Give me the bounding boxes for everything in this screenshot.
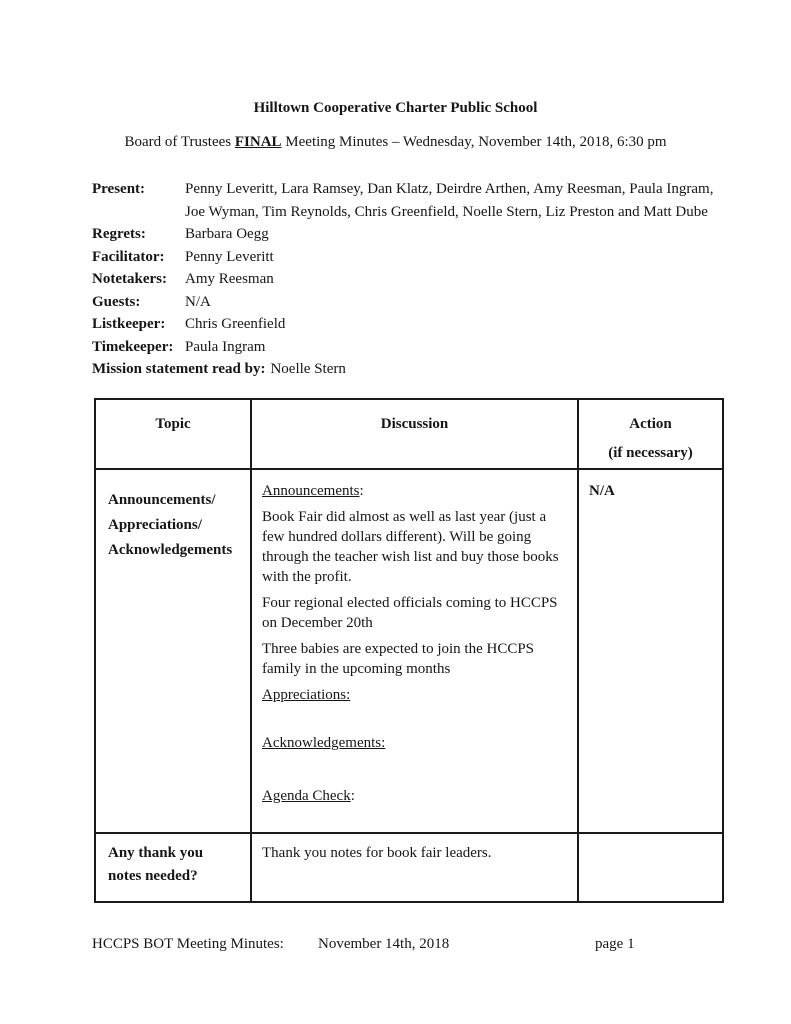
info-row-mission-statement	[92, 358, 714, 381]
info-value: Penny Leveritt	[185, 248, 274, 265]
info-label: Listkeeper:	[92, 316, 166, 332]
info-row-present	[92, 178, 714, 223]
info-value: Chris Greenfield	[185, 316, 286, 332]
info-value: Paula Ingram	[185, 338, 266, 355]
discussion-heading-agenda-check	[262, 786, 569, 806]
heading-colon: :	[359, 483, 364, 499]
info-label: Present:	[92, 181, 146, 197]
info-value: Amy Reesman	[185, 271, 274, 287]
info-label: Facilitator:	[92, 248, 165, 265]
info-row-timekeeper	[92, 336, 714, 359]
column-header-discussion	[251, 399, 578, 469]
info-value: Noelle Stern	[270, 361, 346, 377]
column-header-action-label: Action	[629, 416, 672, 432]
info-label: Regrets:	[92, 226, 146, 242]
heading-text: Appreciations:	[262, 687, 351, 703]
topic-line: Acknowledgements	[108, 542, 233, 558]
info-row-listkeeper	[92, 313, 714, 336]
minutes-table	[94, 398, 724, 903]
topic-line: Appreciations/	[108, 517, 202, 533]
info-label: Mission statement read by:	[92, 361, 266, 377]
discussion-paragraph: Book Fair did almost as well as last year (just a few hundred dollars different). Will be going through the teacher wish list and buy those books with the profit.	[262, 509, 559, 585]
discussion-paragraph: Three babies are expected to join the HCCPS family in the upcoming months	[262, 641, 535, 677]
discussion-heading-appreciations	[262, 685, 569, 705]
table-row-announcements	[95, 469, 723, 833]
heading-colon: :	[350, 788, 355, 804]
discussion-heading-acknowledgements	[262, 733, 569, 753]
info-value: Penny Leveritt, Lara Ramsey, Dan Klatz, Deirdre Arthen, Amy Reesman, Paula Ingram, Joe Wyman, Tim Reynolds, Chris Greenfield, Noelle Stern, Liz Preston and Matt Dube	[185, 181, 714, 220]
heading-text: Acknowledgements:	[262, 735, 386, 751]
heading-text: Agenda Check	[262, 788, 351, 804]
info-row-guests	[92, 291, 714, 314]
subtitle-final-flag: FINAL	[234, 134, 282, 150]
discussion-heading-announcements	[262, 481, 569, 501]
info-label: Guests:	[92, 293, 141, 310]
action-cell: N/A	[578, 469, 723, 833]
info-value: Barbara Oegg	[185, 226, 269, 242]
info-row-facilitator	[92, 246, 714, 269]
info-label: Timekeeper:	[92, 338, 174, 355]
table-header-row	[95, 399, 723, 469]
column-header-action	[578, 399, 723, 469]
column-header-action-sublabel: (if necessary)	[608, 445, 693, 461]
column-header-topic-label: Topic	[155, 416, 191, 432]
column-header-topic	[95, 399, 251, 469]
table-row-thank-you-notes	[95, 833, 723, 902]
footer-date: November 14th, 2018	[318, 936, 450, 952]
info-row-regrets	[92, 223, 714, 246]
topic-cell: Any thank you notes needed?	[95, 833, 251, 902]
discussion-cell	[251, 469, 578, 833]
page-title: Hilltown Cooperative Charter Public School	[253, 100, 538, 116]
info-label: Notetakers:	[92, 271, 167, 287]
subtitle-prefix: Board of Trustees	[124, 134, 235, 150]
topic-cell	[95, 469, 251, 833]
column-header-discussion-label: Discussion	[380, 416, 449, 432]
heading-text: Announcements	[262, 483, 360, 499]
action-cell	[578, 833, 723, 902]
discussion-paragraph: Four regional elected officials coming to HCCPS on December 20th	[262, 595, 558, 631]
discussion-cell: Thank you notes for book fair leaders.	[251, 833, 578, 902]
subtitle	[0, 134, 791, 151]
info-row-notetakers	[92, 268, 714, 291]
footer-document-label: HCCPS BOT Meeting Minutes:	[92, 936, 284, 952]
topic-line: Announcements/	[108, 492, 216, 508]
meeting-info-block	[92, 178, 714, 381]
info-value: N/A	[185, 293, 211, 310]
subtitle-suffix: Meeting Minutes – Wednesday, November 14th, 2018, 6:30 pm	[281, 134, 667, 150]
footer-page-number: page 1	[595, 936, 635, 952]
